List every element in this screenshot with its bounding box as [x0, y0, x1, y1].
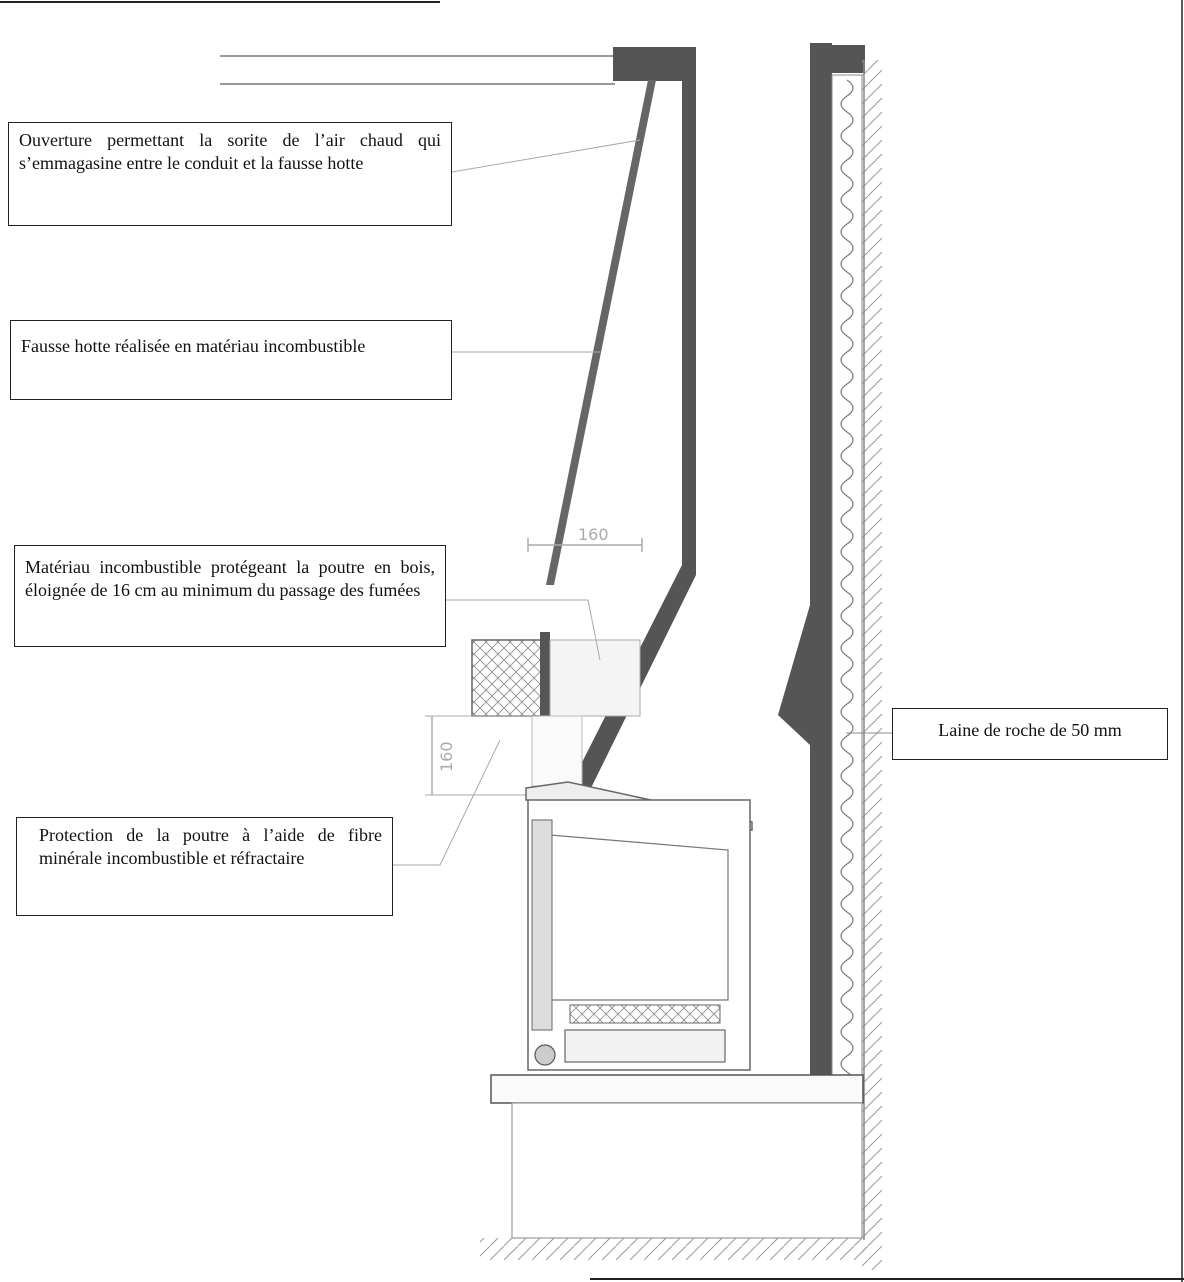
dim-vertical-label: 160 — [437, 741, 456, 772]
label-laine: Laine de roche de 50 mm — [892, 708, 1168, 760]
back-wall-cap — [810, 45, 865, 73]
back-deflector — [778, 605, 810, 745]
label-materiau: Matériau incombustible protégeant la poutre en bois, éloignée de 16 cm au minimum du passage des fumées — [14, 545, 446, 647]
stove-ashpan — [565, 1030, 725, 1062]
leader-ouverture — [452, 140, 640, 172]
label-protection: Protection de la poutre à l’aide de fibre minérale incombustible et réfractaire — [16, 817, 393, 916]
hearth-base — [512, 1103, 862, 1238]
label-fausse-hotte: Fausse hotte réalisée en matériau incombustible — [10, 320, 452, 400]
rock-wool-layer — [832, 75, 862, 1075]
floor-hatch — [480, 1238, 870, 1260]
stove-foot — [535, 1045, 555, 1065]
stove-firebox — [550, 835, 728, 1000]
back-wall-masonry — [810, 43, 832, 1075]
dim-horizontal-label: 160 — [578, 525, 609, 544]
stove-door-frame — [532, 820, 552, 1030]
mineral-fibre-block — [532, 716, 582, 786]
false-hood — [546, 80, 656, 585]
wooden-beam — [472, 640, 548, 716]
label-ouverture: Ouverture permettant la sorite de l’air chaud qui s’emmagasine entre le conduit et la fausse hotte — [8, 122, 452, 226]
ceiling-slab — [613, 47, 693, 81]
outer-wall-hatch — [862, 60, 882, 1270]
stove-grate — [570, 1005, 720, 1023]
hearth-slab — [491, 1075, 863, 1103]
incombustible-material-block — [550, 640, 640, 716]
beam-protection-board — [540, 632, 550, 720]
